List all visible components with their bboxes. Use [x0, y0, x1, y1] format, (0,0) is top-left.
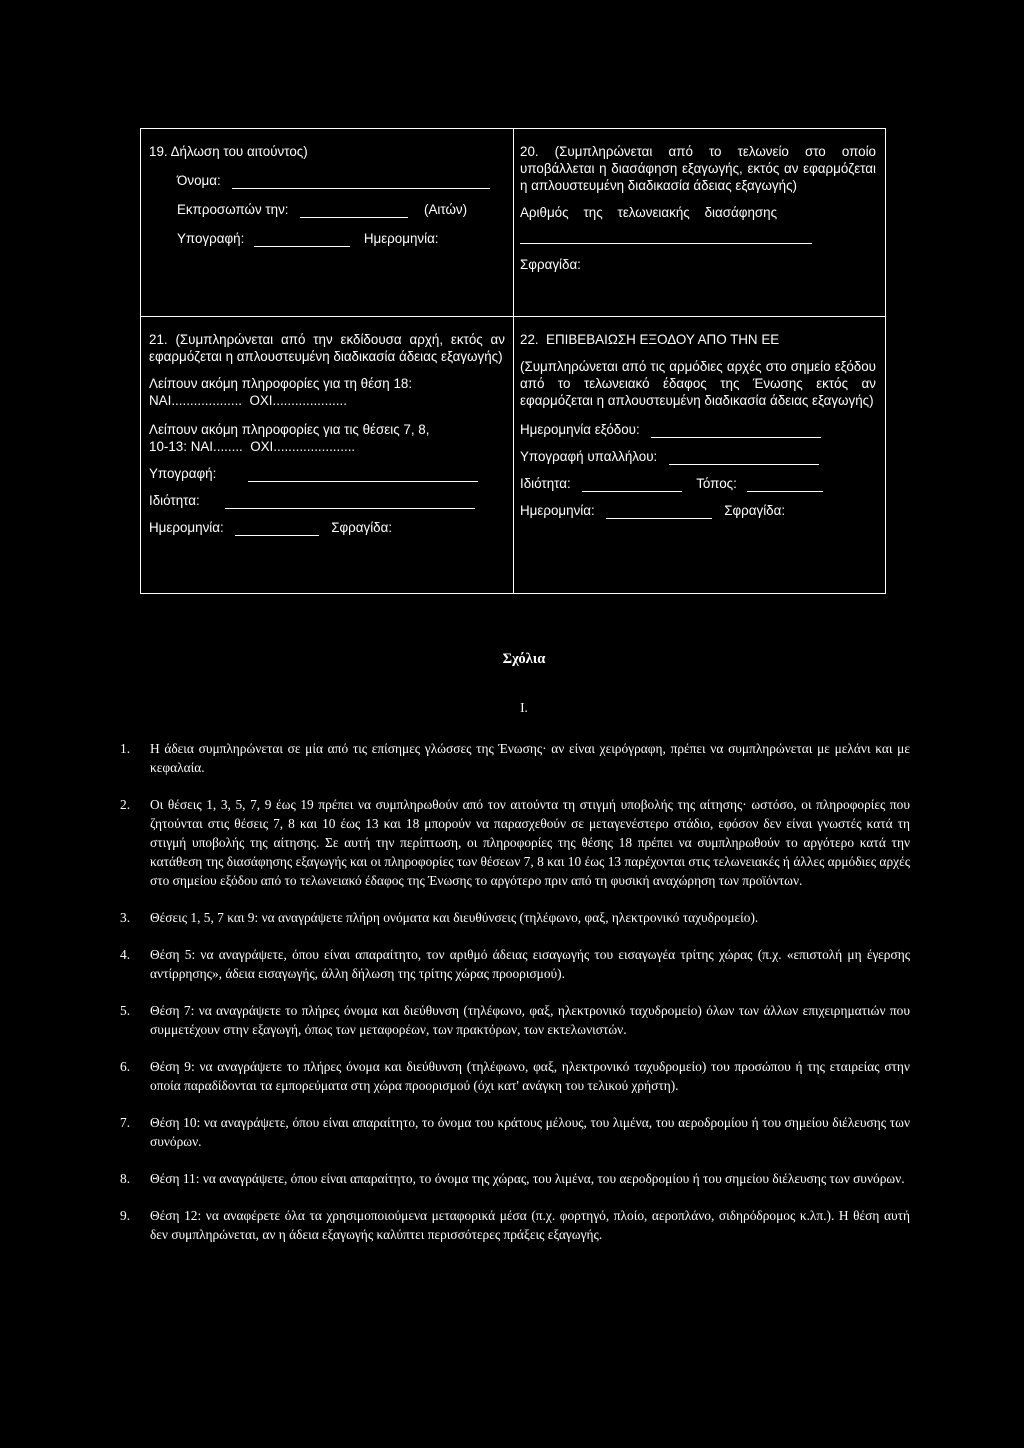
declaration-number-field[interactable]	[520, 230, 812, 244]
note-number: 3.	[120, 910, 131, 925]
notes-section-numeral: I.	[520, 700, 528, 715]
date-label: Ημερομηνία:	[363, 231, 439, 246]
box-22-capacity-field[interactable]	[582, 478, 682, 492]
note-item	[120, 1001, 910, 1039]
box-21-stamp-label: Σφραγίδα:	[331, 520, 393, 535]
name-field[interactable]	[232, 175, 490, 189]
signature-label: Υπογραφή:	[177, 231, 245, 246]
note-text: Θέση 9: να αναγράψετε το πλήρες όνομα και διεύθυνση (τηλέφωνο, φαξ, ηλεκτρονικό ταχυδρομείο) του προσώπου ή της εταιρείας στην οποία παραδίδονται τα εμπορεύματα στη χώρα προορισμού (όχι κατ' ανάγκη του τελικού χρήστη).	[150, 1059, 910, 1093]
box-20-stamp-label: Σφραγίδα:	[520, 257, 581, 272]
note-item	[120, 1057, 910, 1095]
position-18-question	[149, 375, 505, 409]
positions-7-13-text: Λείπουν ακόμη πληροφορίες για τις θέσεις 7, 8,	[149, 422, 430, 437]
box-22-capacity-label: Ιδιότητα:	[520, 476, 571, 491]
row-divider	[141, 316, 885, 317]
exit-date-row	[520, 421, 876, 438]
note-item	[120, 945, 910, 983]
signature-date-row	[149, 230, 505, 247]
exit-date-label: Ημερομηνία εξόδου:	[520, 422, 640, 437]
note-number: 2.	[120, 797, 131, 812]
note-text: Θέση 12: να αναφέρετε όλα τα χρησιμοποιούμενα μεταφορικά μέσα (π.χ. φορτηγό, πλοίο, αεροπλάνο, σιδηρόδρομος κ.λπ.). Η θέση αυτή δεν συμπληρώνεται, αν η άδεια εξαγωγής καλύπτει περισσότερες πράξεις εξαγωγής.	[150, 1208, 910, 1242]
exit-date-field[interactable]	[651, 424, 821, 438]
note-text: Θέσεις 1, 5, 7 και 9: να αναγράψετε πλήρη ονόματα και διευθύνσεις (τηλέφωνο, φαξ, ηλεκτρονικό ταχυδρομείο).	[150, 910, 759, 925]
officer-signature-label: Υπογραφή υπαλλήλου:	[520, 449, 658, 464]
officer-signature-field[interactable]	[669, 451, 819, 465]
box-19-applicant-declaration	[149, 143, 505, 247]
representing-field[interactable]	[300, 204, 408, 218]
box-21-signature-row	[149, 465, 505, 482]
box-22-date-label: Ημερομηνία:	[520, 503, 595, 518]
note-number: 6.	[120, 1059, 131, 1074]
representing-row	[149, 201, 505, 218]
note-number: 4.	[120, 947, 131, 962]
box-21-issuing-authority	[149, 331, 505, 536]
box-21-signature-label: Υπογραφή:	[149, 466, 217, 481]
note-item	[120, 739, 910, 777]
box-21-date-stamp-row	[149, 519, 505, 536]
note-item	[120, 795, 910, 890]
note-number: 9.	[120, 1208, 131, 1223]
box-22-stamp-label: Σφραγίδα:	[724, 503, 786, 518]
box-22-title: 22. ΕΠΙΒΕΒΑΙΩΣΗ ΕΞΟΔΟΥ ΑΠΟ ΤΗΝ ΕΕ	[520, 332, 780, 347]
name-row	[149, 172, 505, 189]
officer-signature-row	[520, 448, 876, 465]
positions-7-13-question	[149, 421, 505, 455]
note-number: 7.	[120, 1115, 131, 1130]
note-item	[120, 1113, 910, 1151]
note-text: Η άδεια συμπληρώνεται σε μία από τις επίσημες γλώσσες της Ένωσης· αν είναι χειρόγραφη, πρέπει να συμπληρώνεται με μελάνι και με κεφαλαία.	[150, 741, 910, 775]
notes-section	[120, 650, 910, 1244]
box-21-capacity-field[interactable]	[225, 495, 475, 509]
box-21-capacity-row	[149, 492, 505, 509]
representing-label: Εκπροσωπών την:	[177, 202, 289, 217]
note-text: Θέση 10: να αναγράψετε, όπου είναι απαραίτητο, το όνομα του κράτους μέλους, του λιμένα, του αεροδρομίου ή του σημείου διέλευσης των συνόρων.	[150, 1115, 910, 1149]
box-21-title: 21. (Συμπληρώνεται από την εκδίδουσα αρχή, εκτός αν εφαρμόζεται η απλουστευμένη διαδικασία άδειας εξαγωγής)	[149, 332, 505, 364]
place-label: Τόπος:	[696, 476, 737, 491]
position-18-text: Λείπουν ακόμη πληροφορίες για τη θέση 18:	[149, 376, 413, 391]
box-22-date-field[interactable]	[606, 505, 712, 519]
box-22-exit-confirmation	[520, 331, 876, 519]
note-number: 8.	[120, 1171, 131, 1186]
column-divider	[513, 129, 514, 593]
note-item	[120, 1206, 910, 1244]
capacity-place-row	[520, 475, 876, 492]
box-21-date-field[interactable]	[235, 522, 319, 536]
name-label: Όνομα:	[177, 173, 221, 188]
box-22-date-stamp-row	[520, 502, 876, 519]
note-number: 5.	[120, 1003, 131, 1018]
box-20-customs-office	[520, 143, 876, 273]
note-text: Θέση 11: να αναγράψετε, όπου είναι απαραίτητο, το όνομα της χώρας, του λιμένα, του αεροδρομίου ή του σημείου διέλευσης των συνόρων.	[150, 1171, 905, 1186]
note-text: Θέση 5: να αναγράψετε, όπου είναι απαραίτητο, τον αριθμό άδειας εισαγωγής του εισαγωγέα τρίτης χώρας (π.χ. «επιστολή μη έγερσης αντίρρησης», άδεια εισαγωγής, άλλη δήλωση της τρίτης χώρας προορισμού).	[150, 947, 910, 981]
positions-7-13-options[interactable]: 10-13: ΝΑΙ........ ΟΧΙ......................	[149, 439, 356, 454]
notes-title: Σχόλια	[502, 651, 546, 667]
place-field[interactable]	[747, 478, 823, 492]
box-22-text: (Συμπληρώνεται από τις αρμόδιες αρχές στο σημείο εξόδου από το τελωνειακό έδαφος της Ένωσης εκτός αν εφαρμόζεται η απλουστευμένη διαδικασία άδειας εξαγωγής)	[520, 359, 876, 408]
declaration-number-row	[520, 227, 876, 244]
box-21-signature-field[interactable]	[248, 468, 478, 482]
note-item	[120, 1169, 910, 1188]
note-text: Οι θέσεις 1, 3, 5, 7, 9 έως 19 πρέπει να συμπληρωθούν από τον αιτούντα τη στιγμή υποβολής της αίτησης· ωστόσο, οι πληροφορίες που ζητούνται στις θέσεις 7, 8 και 10 έως 13 και 18 μπορούν να παρασχεθούν σε μεταγενέστερο στάδιο, εφόσον δεν είναι γνωστές κατά τη στιγμή υποβολής της αίτησης. Σε αυτή την περίπτωση, οι πληροφορίες της θέσης 18 πρέπει να συμπληρωθούν το αργότερο κατά την κατάθεση της διασάφησης εξαγωγής και οι πληροφορίες των θέσεων 7, 8 και 10 έως 13 παρέχονται στις τελωνειακές ή άλλες αρμόδιες αρχές στο σημείου εξόδου από το τελωνειακό έδαφος της Ένωσης το αργότερο πριν από τη φυσική αναχώρηση των προϊόντων.	[150, 797, 910, 888]
note-text: Θέση 7: να αναγράψετε το πλήρες όνομα και διεύθυνση (τηλέφωνο, φαξ, ηλεκτρονικό ταχυδρομείο) όλων των άλλων επιχειρηματιών που συμμετέχουν στην εξαγωγή, όπως των μεταφορέων, των πρακτόρων, των εκτελωνιστών.	[150, 1003, 910, 1037]
box-20-title: 20. (Συμπληρώνεται από το τελωνείο στο οποίο υποβάλλεται η διασάφηση εξαγωγής, εκτός αν εφαρμόζεται η απλουστευμένη διαδικασία άδειας εξαγωγής)	[520, 144, 876, 193]
note-item	[120, 908, 910, 927]
box-21-capacity-label: Ιδιότητα:	[149, 493, 200, 508]
form-table	[140, 128, 886, 594]
box-19-title: 19. Δήλωση του αιτούντος)	[149, 144, 308, 159]
declaration-number-label: Αριθμός της τελωνειακής διασάφησης	[520, 205, 778, 220]
signature-field[interactable]	[254, 233, 350, 247]
note-number: 1.	[120, 741, 131, 756]
position-18-options[interactable]: ΝΑΙ................... ΟΧΙ....................	[149, 393, 347, 408]
box-21-date-label: Ημερομηνία:	[149, 520, 224, 535]
representing-suffix: (Αιτών)	[424, 202, 468, 217]
